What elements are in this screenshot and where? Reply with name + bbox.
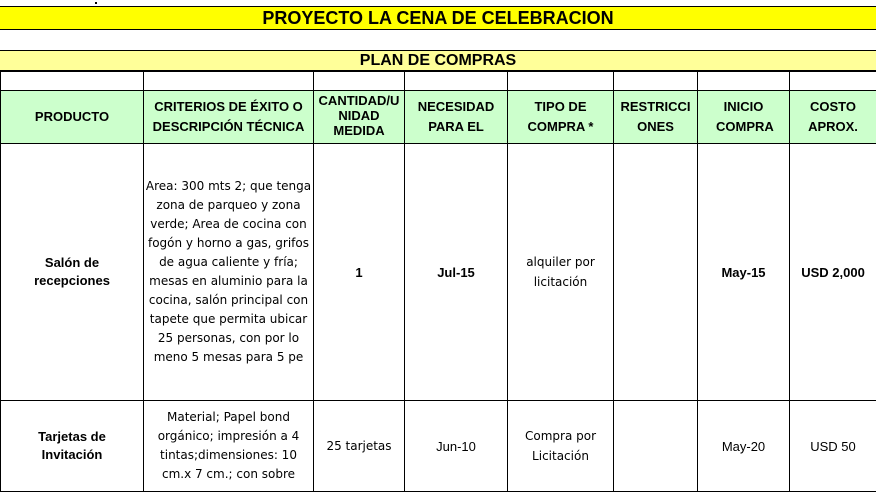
header-inicio[interactable]: INICIO COMPRA [698, 91, 790, 144]
table-row [1, 401, 876, 492]
cell-costo[interactable]: USD 2,000 [790, 144, 876, 401]
plan-title: PLAN DE COMPRAS [0, 50, 876, 71]
spacer-cell[interactable] [314, 72, 405, 91]
cell-costo[interactable]: USD 50 [790, 401, 876, 492]
cell-inicio[interactable]: May-20 [698, 401, 790, 492]
cell-restricciones[interactable] [614, 401, 698, 492]
header-necesidad[interactable]: NECESIDAD PARA EL [405, 91, 508, 144]
purchase-plan-table [0, 71, 876, 492]
blank-row [0, 30, 876, 50]
cell-producto[interactable]: Tarjetas de Invitación [1, 401, 144, 492]
cell-producto[interactable]: Salón de recepciones [1, 144, 144, 401]
spacer-cell[interactable] [614, 72, 698, 91]
table-row [1, 144, 876, 401]
cell-descripcion[interactable]: Material; Papel bond orgánico; impresión a 4 tintas;dimensiones: 10 cm.x 7 cm.; con sobre [144, 401, 314, 492]
cell-cantidad[interactable]: 1 [314, 144, 405, 401]
header-row [1, 91, 876, 144]
spacer-cell[interactable] [1, 72, 144, 91]
header-criterios[interactable]: CRITERIOS DE ÉXITO O DESCRIPCIÓN TÉCNICA [144, 91, 314, 144]
spacer-cell[interactable] [698, 72, 790, 91]
cell-inicio[interactable]: May-15 [698, 144, 790, 401]
cell-necesidad[interactable]: Jun-10 [405, 401, 508, 492]
cell-marker [95, 2, 97, 4]
spacer-cell[interactable] [790, 72, 876, 91]
spacer-cell[interactable] [144, 72, 314, 91]
cell-cantidad[interactable]: 25 tarjetas [314, 401, 405, 492]
header-costo[interactable]: COSTO APROX. [790, 91, 876, 144]
spacer-row [1, 72, 876, 91]
header-cantidad[interactable]: CANTIDAD/U NIDAD MEDIDA [314, 91, 405, 144]
header-tipo[interactable]: TIPO DE COMPRA * [508, 91, 614, 144]
cell-necesidad[interactable]: Jul-15 [405, 144, 508, 401]
project-title: PROYECTO LA CENA DE CELEBRACION [0, 6, 876, 30]
header-producto[interactable]: PRODUCTO [1, 91, 144, 144]
header-restricciones[interactable]: RESTRICCI ONES [614, 91, 698, 144]
cell-descripcion[interactable]: Area: 300 mts 2; que tenga zona de parqueo y zona verde; Area de cocina con fogón y horno a gas, grifos de agua caliente y fría; mesas en aluminio para la cocina, salón principal con tapete que permita ubicar 25 personas, con por lo meno 5 mesas para 5 pe [144, 144, 314, 401]
spacer-cell[interactable] [508, 72, 614, 91]
spacer-cell[interactable] [405, 72, 508, 91]
cell-tipo[interactable]: Compra por Licitación [508, 401, 614, 492]
cell-restricciones[interactable] [614, 144, 698, 401]
cell-tipo[interactable]: alquiler por licitación [508, 144, 614, 401]
